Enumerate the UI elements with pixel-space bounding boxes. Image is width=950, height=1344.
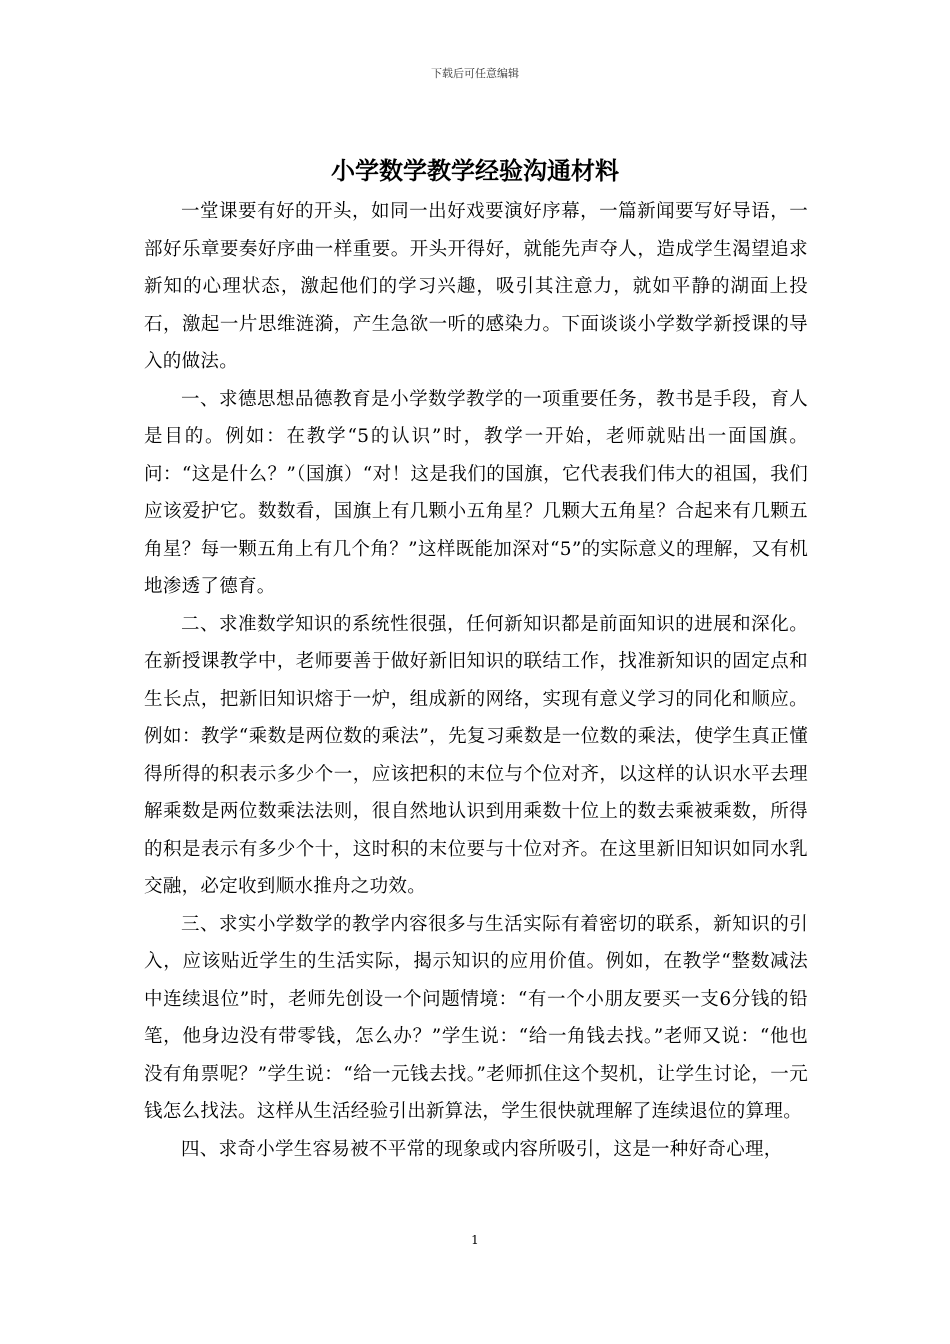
header-note: 下载后可任意编辑 <box>431 67 519 80</box>
page-title: 小学数学教学经验沟通材料 <box>331 156 619 185</box>
paragraph-section-1: 一、求德思想品德教育是小学数学教学的一项重要任务，教书是手段，育人是目的。例如：在教学“5的认识”时，教学一开始，老师就贴出一面国旗。问：“这是什么？”（国旗）“对！这是我们的国旗，它代表我们伟大的祖国，我们应该爱护它。数数看，国旗上有几颗小五角星？几颗大五角星？合起来有几颗五角星？每一颗五角上有几个角？”这样既能加深对“5”的实际意义的理解，又有机地渗透了德育。 <box>144 388 808 597</box>
paragraph-section-4: 四、求奇小学生容易被不平常的现象或内容所吸引，这是一种好奇心理， <box>181 1138 783 1160</box>
document-body <box>144 193 808 1168</box>
paragraph-section-2: 二、求准数学知识的系统性很强，任何新知识都是前面知识的进展和深化。在新授课教学中，老师要善于做好新旧知识的联结工作，找准新知识的固定点和生长点，把新旧知识熔于一炉，组成新的网络，实现有意义学习的同化和顺应。例如：教学“乘数是两位数的乘法”，先复习乘数是一位数的乘法，使学生真正懂得所得的积表示多少个一，应该把积的末位与个位对齐，以这样的认识水平去理解乘数是两位数乘法法则，很自然地认识到用乘数十位上的数去乘被乘数，所得的积是表示有多少个十，这时积的末位要与十位对齐。在这里新旧知识如同水乳交融，必定收到顺水推舟之功效。 <box>144 613 808 897</box>
paragraph-intro: 一堂课要有好的开头，如同一出好戏要演好序幕，一篇新闻要写好导语，一部好乐章要奏好序曲一样重要。开头开得好，就能先声夺人，造成学生渴望追求新知的心理状态，激起他们的学习兴趣，吸引其注意力，就如平静的湖面上投石，激起一片思维涟漪，产生急欲一听的感染力。下面谈谈小学数学新授课的导入的做法。 <box>144 201 808 372</box>
page-number: 1 <box>471 1233 479 1247</box>
paragraph-section-3: 三、求实小学数学的教学内容很多与生活实际有着密切的联系，新知识的引入，应该贴近学生的生活实际，揭示知识的应用价值。例如，在教学“整数减法中连续退位”时，老师先创设一个问题情境：“有一个小朋友要买一支6分钱的铅笔，他身边没有带零钱，怎么办？”学生说：“给一角钱去找。”老师又说：“他也没有角票呢？”学生说：“给一元钱去找。”老师抓住这个契机，让学生讨论，一元钱怎么找法。这样从生活经验引出新算法，学生很快就理解了连续退位的算理。 <box>144 913 808 1122</box>
